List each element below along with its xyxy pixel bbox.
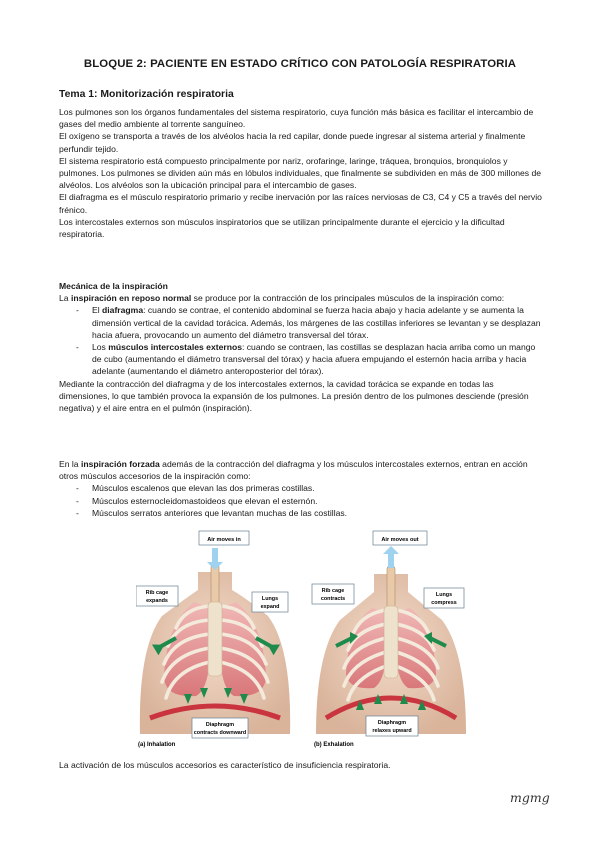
lung-label: Lungs <box>261 596 279 602</box>
mecanica-heading: Mecánica de la inspiración <box>59 281 168 291</box>
rib-label: Rib cage <box>321 588 345 594</box>
author-signature: mgmg <box>510 790 550 805</box>
panel-label: (a) Inhalation <box>138 742 176 748</box>
intro-block <box>59 106 545 240</box>
diaphragm-label: Diaphragm <box>377 720 407 726</box>
diaphragm-label: Diaphragm <box>205 722 235 728</box>
diaphragm-label: contracts downward <box>193 730 247 736</box>
trachea <box>211 564 219 606</box>
panel-label: (b) Exhalation <box>314 742 354 748</box>
list-item: - El diafragma: cuando se contrae, el contenido abdominal se fuerza hacia abajo y hacia adelante y se aumenta la dimensión vertical de la cavidad torácica. Además, los márgenes de las costillas inferiores se levantan y se desplazan hacia afuera, provocando un aumento del diámetro transversal del tórax. <box>59 304 545 341</box>
muscle-list <box>59 304 545 377</box>
mecanica-paragraph: La inspiración en reposo normal se produce por la contracción de los principales músculos de la inspiración como: <box>59 293 505 304</box>
mecanica-paragraph: Mediante la contracción del diafragma y de los intercostales externos, la cavidad torácica se expande en todas las dimensiones, lo que también provoca la expansión de los pulmones. La presión dentro de los pulmones desciende (presión negativa) y el aire entra en el pulmón (inspiración). <box>59 378 529 414</box>
list-item: - Músculos esternocleidomastoideos que elevan el esternón. <box>59 495 545 507</box>
air-label: Air moves out <box>381 537 419 543</box>
list-item: - Los músculos intercostales externos: cuando se contraen, las costillas se desplazan hacia arriba como un mango de cubo (aumentando el diámetro transversal del tórax) y hacia afuera empujando el esternón hacia arriba y hacia adelante (aumentando el diámetro anteroposterior del tórax). <box>59 341 545 378</box>
intro-paragraph: El diafragma es el músculo respiratorio primario y recibe inervación por las raíces nerviosas de C3, C4 y C5 a través del nervio frénico. <box>59 192 542 215</box>
forzada-block <box>59 458 545 519</box>
sternum <box>384 606 398 678</box>
air-in-arrow <box>207 548 223 570</box>
trachea <box>387 566 395 610</box>
lung-label: expand <box>260 604 280 610</box>
lung-label: Lungs <box>435 592 453 598</box>
accessory-muscle-list <box>59 482 545 519</box>
rib-label: expands <box>146 598 168 604</box>
list-item: - Músculos escalenos que elevan las dos primeras costillas. <box>59 482 545 494</box>
lung-label: compress <box>431 600 457 606</box>
forzada-paragraph: En la inspiración forzada además de la contracción del diafragma y los músculos intercostales externos, entran en acción otros músculos accesorios de la inspiración como: <box>59 459 528 482</box>
intro-paragraph: El sistema respiratorio está compuesto principalmente por nariz, orofaringe, laringe, tráquea, bronquios, bronquiolos y pulmones. Los pulmones se dividen aún más en lóbulos individuales, que finalmente se subdividen en más de 300 millones de alvéolos. Los alvéolos son la ubicación principal para el intercambio de gases. <box>59 155 542 191</box>
exhalation-panel <box>312 531 466 748</box>
intro-paragraph: Los pulmones son los órganos fundamentales del sistema respiratorio, cuya función más básica es facilitar el intercambio de gases del medio ambiente al torrente sanguíneo. <box>59 107 534 130</box>
inhalation-panel <box>136 531 290 748</box>
section-heading: Tema 1: Monitorización respiratoria <box>59 89 234 100</box>
page-title: BLOQUE 2: PACIENTE EN ESTADO CRÍTICO CON PATOLOGÍA RESPIRATORIA <box>83 58 517 70</box>
air-label: Air moves in <box>207 537 241 543</box>
intro-paragraph: Los intercostales externos son músculos inspiratorios que se utilizan principalmente durante el ejercicio y la dificultad respiratoria. <box>59 216 505 240</box>
breathing-figure <box>136 528 466 752</box>
figure-caption: La activación de los músculos accesorios es característico de insuficiencia respiratoria. <box>59 760 391 770</box>
list-item: - Músculos serratos anteriores que levantan muchas de las costillas. <box>59 507 545 519</box>
rib-label: Rib cage <box>145 590 169 596</box>
sternum <box>208 602 222 676</box>
rib-label: contracts <box>320 596 346 602</box>
diaphragm-label: relaxes upward <box>372 728 412 734</box>
air-out-arrow <box>383 546 399 568</box>
mecanica-block <box>59 280 545 414</box>
intro-paragraph: El oxígeno se transporta a través de los alvéolos hacia la red capilar, donde puede ingresar al sistema arterial y finalmente perfundir tejido. <box>59 131 526 154</box>
